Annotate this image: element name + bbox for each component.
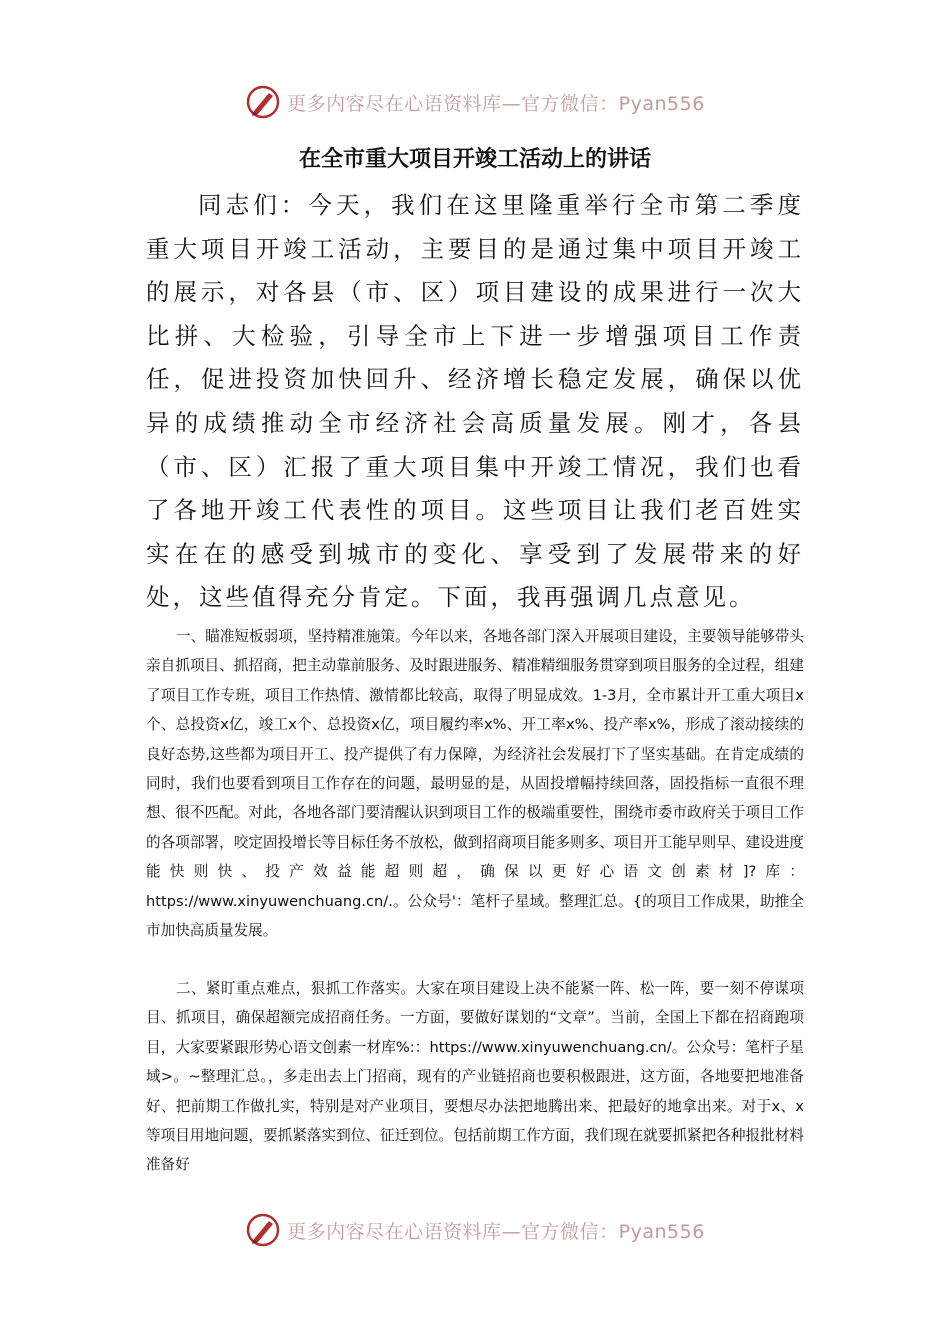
banner-text: 更多内容尽在心语资料库—官方微信：Pyan556 (287, 92, 705, 115)
header-banner (0, 80, 950, 124)
intro-paragraph: 同志们：今天，我们在这里隆重举行全市第二季度重大项目开竣工活动，主要目的是通过集中项目开竣工的展示，对各县（市、区）项目建设的成果进行一次大比拼、大检验，引导全市上下进一步增强项目工作责任，促进投资加快回升、经济增长稳定发展，确保以优异的成绩推动全市经济社会高质量发展。刚才，各县（市、区）汇报了重大项目集中开竣工情况，我们也看了各地开竣工代表性的项目。这些项目让我们老百姓实实在在的感受到城市的变化、享受到了发展带来的好处，这些值得充分肯定。下面，我再强调几点意见。 (146, 191, 804, 612)
footer-banner (0, 1208, 950, 1252)
pen-circle-logo-icon (245, 84, 281, 120)
banner-text: 更多内容尽在心语资料库—官方微信：Pyan556 (287, 1220, 705, 1243)
pen-circle-logo-icon (245, 1212, 281, 1248)
body-paragraph-1: 一、瞄准短板弱项，坚持精准施策。今年以来，各地各部门深入开展项目建设，主要领导能够带头亲自抓项目、抓招商，把主动靠前服务、及时跟进服务、精准精细服务贯穿到项目服务的全过程，组建了项目工作专班，项目工作热情、激情都比较高，取得了明显成效。1-3月，全市累计开工重大项目x个、总投资x亿，竣工x个、总投资x亿，项目履约率x%、开工率x%、投产率x%，形成了滚动接续的良好态势,这些都为项目开工、投产提供了有力保障，为经济社会发展打下了坚实基础。在肯定成绩的同时，我们也要看到项目工作存在的问题，最明显的是，从固投增幅持续回落，固投指标一直很不理想、很不匹配。对此，各地各部门要清醒认识到项目工作的极端重要性，围绕市委市政府关于项目工作的各项部署，咬定固投增长等目标任务不放松，做到招商项目能多则多、项目开工能早则早、建设进度能快则快、投产效益能超则超，确保以更好心语文创素材]?库：https://www.xinyuwenchuang.cn/.。公众号'：笔杆子星域。整理汇总。{的项目工作成果，助推全市加快高质量发展。 (146, 628, 804, 940)
page-title: 在全市重大项目开竣工活动上的讲话 (298, 146, 651, 172)
body-paragraph-2: 二、紧盯重点难点，狠抓工作落实。大家在项目建设上决不能紧一阵、松一阵，要一刻不停谋项目、抓项目，确保超额完成招商任务。一方面，要做好谋划的“文章”。当前，全国上下都在招商跑项目，大家要紧跟形势心语文创素一材库%:：https://www.xinyuwenchuang.cn/。公众号：笔杆子星域>。~整理汇总。，多走出去上门招商，现有的产业链招商也要积极跟进，这方面，各地要把地准备好、把前期工作做扎实，特别是对产业项目，要想尽办法把地腾出来、把最好的地拿出来。对于x、x等项目用地问题，要抓紧落实到位、征迁到位。包括前期工作方面，我们现在就要抓紧把各种报批材料准备好 (146, 980, 804, 1174)
